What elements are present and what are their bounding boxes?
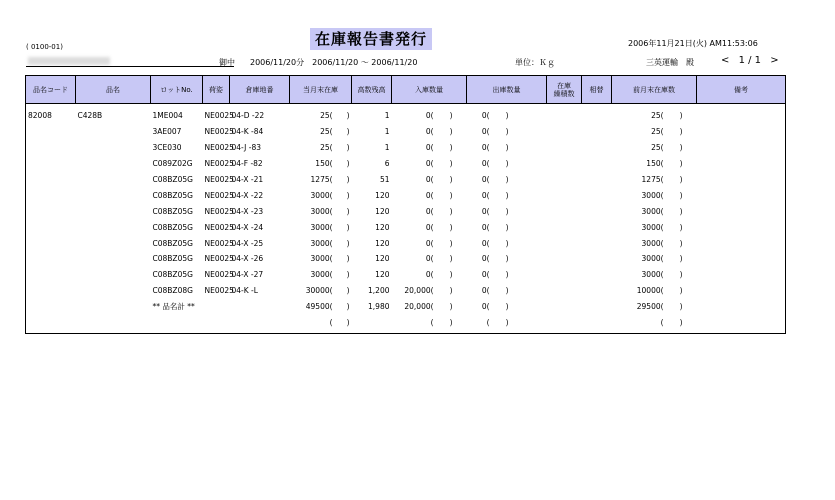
table-row (26, 251, 786, 267)
inventory-table (25, 75, 786, 334)
cell-lot: C08BZ05G (152, 206, 193, 216)
cell-code: 82008 (28, 111, 52, 121)
cell-out-qty: 0( ) (481, 222, 509, 232)
cell-swap (582, 187, 612, 203)
cell-current-stock: 25( ) (320, 111, 350, 121)
qty-value: 0 (425, 127, 431, 137)
table-row (26, 235, 786, 251)
qty-value: 1275 (641, 175, 661, 184)
qty-value: 10000 (636, 286, 661, 296)
cell-current-stock: 150( ) (315, 159, 350, 169)
qty-value: 25 (320, 143, 330, 153)
qty-value: 0 (481, 206, 487, 216)
cell-lot: 3AE007 (152, 127, 182, 137)
cell-code (26, 299, 76, 315)
cell-name (76, 251, 151, 267)
qty-value: 3000 (641, 206, 661, 216)
cell-notes (697, 124, 786, 140)
qty-value: 0 (481, 111, 487, 121)
cell-lot: C08BZ05G (152, 238, 193, 248)
cell-location: 04-D -22 (231, 111, 265, 121)
qty-value: 0 (425, 111, 431, 121)
cell-code (26, 187, 76, 203)
qty-value: 30000 (305, 286, 330, 296)
cell-notes (697, 235, 786, 251)
table-row (26, 172, 786, 188)
cell-carry (547, 124, 582, 140)
cell-swap (582, 283, 612, 299)
qty-value: 0 (425, 159, 431, 169)
cell-lot: C08BZ05G (152, 222, 193, 232)
table-row (26, 187, 786, 203)
cell-name (76, 299, 151, 315)
page-next-button[interactable]: > (770, 55, 779, 66)
cell-current-stock: 3000( ) (310, 222, 350, 232)
qty-value: 0 (481, 254, 487, 264)
cell-carry (547, 267, 582, 283)
cell-name (76, 219, 151, 235)
cell-name (76, 156, 151, 172)
cell-count: 1 (384, 127, 390, 137)
cell-count: 1 (384, 143, 390, 153)
cell-out-qty: 0( ) (481, 238, 509, 248)
cell-swap (582, 219, 612, 235)
cell-package: NE0025 (204, 190, 234, 200)
cell-count: 1,200 (368, 286, 390, 296)
column-header: 荷姿 (203, 76, 230, 104)
cell-in-qty: 0( ) (425, 175, 453, 184)
cell-swap (582, 267, 612, 283)
qty-value: 3000 (310, 270, 330, 280)
cell-notes (697, 251, 786, 267)
column-header: 品名 (76, 76, 151, 104)
cell-out-qty: 0( ) (481, 159, 509, 169)
cell-name: C428B (77, 111, 103, 121)
table-row (26, 283, 786, 299)
cell-location: 04-X -26 (231, 254, 264, 264)
qty-value: 20,000 (404, 286, 431, 296)
column-header: 備考 (697, 76, 786, 104)
cell-carry (547, 235, 582, 251)
cell-notes (697, 299, 786, 315)
cell-lot: C08BZ05G (152, 175, 193, 184)
cell-code (26, 251, 76, 267)
report-period: 2006/11/20分 2006/11/20 ～ 2006/11/20 (250, 58, 418, 67)
cell-name (76, 187, 151, 203)
cell-notes (697, 172, 786, 188)
cell-carry (547, 251, 582, 267)
qty-value: 3000 (310, 206, 330, 216)
qty-value: 0 (425, 238, 431, 248)
qty-value: 0 (481, 286, 487, 296)
cell-code (26, 203, 76, 219)
qty-value: 0 (481, 270, 487, 280)
qty-value: 0 (425, 143, 431, 153)
cell-prev-stock: 3000( ) (641, 254, 683, 264)
qty-value: 150 (315, 159, 330, 169)
cell-in-qty: 0( ) (425, 143, 453, 153)
cell-out-qty: 0( ) (481, 190, 509, 200)
qty-value: 3000 (641, 270, 661, 280)
qty-value: 0 (481, 175, 487, 184)
cell-code (26, 124, 76, 140)
cell-swap (582, 124, 612, 140)
client-underline (26, 66, 234, 67)
qty-value: 0 (481, 127, 487, 137)
table-row (26, 124, 786, 140)
cell-swap (582, 172, 612, 188)
cell-package: NE0025 (204, 270, 234, 280)
cell-lot: C08BZ05G (152, 270, 193, 280)
table-row (26, 156, 786, 172)
cell-package: NE0025 (204, 238, 234, 248)
cell-in-qty: 0( ) (425, 254, 453, 264)
cell-swap (582, 235, 612, 251)
cell-in-qty: 20,000( ) (404, 302, 453, 312)
cell-carry (547, 187, 582, 203)
cell-prev-stock: 3000( ) (641, 190, 683, 200)
cell-prev-stock: 25( ) (651, 111, 683, 121)
cell-notes (697, 140, 786, 156)
column-header: 品名コード (26, 76, 76, 104)
cell-prev-stock: 3000( ) (641, 206, 683, 216)
report-title: 在庫報告書発行 (310, 28, 432, 50)
cell-count: 120 (375, 190, 390, 200)
cell-count: 6 (384, 159, 390, 169)
cell-in-qty: 0( ) (425, 270, 453, 280)
cell-prev-stock: 150( ) (646, 159, 683, 169)
qty-value: 0 (481, 238, 487, 248)
cell-lot: C08BZ08G (152, 286, 193, 296)
cell-current-stock: 49500( ) (305, 302, 350, 312)
cell-carry (547, 283, 582, 299)
cell-code (26, 156, 76, 172)
cell-swap (582, 140, 612, 156)
cell-in-qty: 0( ) (425, 238, 453, 248)
cell-name (76, 203, 151, 219)
cell-carry (547, 299, 582, 315)
cell-out-qty: 0( ) (481, 254, 509, 264)
column-header (547, 76, 582, 104)
page-indicator: 1 / 1 (738, 55, 762, 66)
column-header: 高数残高 (352, 76, 392, 104)
cell-code (26, 235, 76, 251)
cell-location: 04-X -22 (231, 190, 264, 200)
report-code: ( 0100-01) (26, 43, 63, 51)
cell-count: 120 (375, 270, 390, 280)
cell-package: NE0025 (204, 286, 234, 296)
client-name-redacted (28, 57, 110, 65)
cell-name (76, 172, 151, 188)
cell-notes (697, 104, 786, 124)
cell-prev-stock: 25( ) (651, 143, 683, 153)
qty-value: 3000 (310, 238, 330, 248)
cell-out-qty: 0( ) (481, 175, 509, 184)
cell-prev-stock: 3000( ) (641, 222, 683, 232)
qty-value: 0 (425, 270, 431, 280)
cell-location: 04-K -84 (231, 127, 264, 137)
cell-out-qty: 0( ) (481, 143, 509, 153)
cell-package: NE0025 (204, 206, 234, 216)
cell-current-stock: 3000( ) (310, 206, 350, 216)
cell-code (26, 219, 76, 235)
cell-prev-stock: 3000( ) (641, 270, 683, 280)
cell-carry (547, 156, 582, 172)
cell-count: 51 (379, 175, 390, 184)
qty-value: 25 (651, 127, 661, 137)
qty-value: 3000 (310, 190, 330, 200)
qty-value: 3000 (310, 222, 330, 232)
qty-value: 3000 (641, 238, 661, 248)
cell-out-qty: 0( ) (481, 127, 509, 137)
cell-location: 04-X -21 (231, 175, 264, 184)
cell-current-stock: 25( ) (320, 143, 350, 153)
column-header: 当月末在庫 (290, 76, 352, 104)
qty-value: 1275 (310, 175, 330, 184)
cell-notes (697, 219, 786, 235)
cell-carry (547, 219, 582, 235)
qty-value: 0 (425, 175, 431, 184)
cell-out-qty: 0( ) (481, 286, 509, 296)
cell-in-qty: 0( ) (425, 222, 453, 232)
qty-value: 49500 (305, 302, 330, 312)
table-row (26, 104, 786, 124)
cell-out-qty: 0( ) (481, 206, 509, 216)
column-header: 出庫数量 (467, 76, 547, 104)
cell-count: 120 (375, 238, 390, 248)
cell-notes (697, 203, 786, 219)
cell-lot: 3CE030 (152, 143, 182, 153)
page-navigation (718, 55, 782, 66)
company-name: 三英運輸 殿 (646, 58, 694, 67)
qty-value: 3000 (641, 190, 661, 200)
table-row (26, 219, 786, 235)
cell-notes (697, 283, 786, 299)
cell-out-qty: 0( ) (481, 111, 509, 121)
cell-count: 120 (375, 254, 390, 264)
qty-value: 3000 (641, 222, 661, 232)
cell-in-qty: 0( ) (425, 159, 453, 169)
cell-name (76, 283, 151, 299)
cell-location: 04-X -27 (231, 270, 264, 280)
cell-in-qty: 0( ) (425, 190, 453, 200)
unit-label: 単位：Ｋｇ (515, 58, 555, 67)
cell-package: NE0025 (204, 222, 234, 232)
cell-location: 04-J -83 (231, 143, 262, 153)
cell-name (76, 124, 151, 140)
cell-code (26, 283, 76, 299)
cell-count: 1 (384, 111, 390, 121)
qty-value: 0 (481, 143, 487, 153)
cell-out-qty: 0( ) (481, 270, 509, 280)
cell-prev-stock: 1275( ) (641, 175, 683, 184)
cell-package: NE0025 (204, 175, 234, 184)
cell-notes (697, 156, 786, 172)
qty-value: 29500 (636, 302, 661, 312)
qty-value: 0 (481, 190, 487, 200)
cell-current-stock: 25( ) (320, 127, 350, 137)
cell-current-stock: 3000( ) (310, 270, 350, 280)
cell-package: NE0025 (204, 111, 234, 121)
column-header: 倉庫地番 (230, 76, 290, 104)
cell-carry (547, 140, 582, 156)
column-header: 相替 (582, 76, 612, 104)
qty-value: 0 (425, 190, 431, 200)
cell-count: 120 (375, 222, 390, 232)
cell-lot: C089Z02G (152, 159, 193, 169)
qty-value: 0 (425, 254, 431, 264)
cell-in-qty: 0( ) (425, 206, 453, 216)
cell-package: NE0025 (204, 254, 234, 264)
cell-location: 04-F -82 (231, 159, 263, 169)
cell-count: 1,980 (368, 302, 390, 312)
cell-prev-stock: 29500( ) (636, 302, 683, 312)
cell-package: NE0025 (204, 143, 234, 153)
qty-value: 25 (651, 143, 661, 153)
cell-location: 04-X -24 (231, 222, 264, 232)
table-header-row (26, 76, 786, 104)
cell-code (26, 140, 76, 156)
cell-notes (697, 267, 786, 283)
cell-carry (547, 104, 582, 124)
cell-count: 120 (375, 206, 390, 216)
qty-value: 150 (646, 159, 661, 169)
cell-swap (582, 299, 612, 315)
qty-value: 0 (425, 222, 431, 232)
cell-location: 04-X -25 (231, 238, 264, 248)
cell-carry (547, 172, 582, 188)
cell-location: 04-X -23 (231, 206, 264, 216)
qty-value: 0 (481, 222, 487, 232)
cell-lot: C08BZ05G (152, 190, 193, 200)
table-row (26, 267, 786, 283)
cell-package: NE0025 (204, 159, 234, 169)
cell-lot: C08BZ05G (152, 254, 193, 264)
cell-notes (697, 187, 786, 203)
cell-name (76, 140, 151, 156)
qty-value: 20,000 (404, 302, 431, 312)
qty-value: 0 (481, 159, 487, 169)
cell-package: NE0025 (204, 127, 234, 137)
cell-current-stock: 3000( ) (310, 254, 350, 264)
qty-value: 25 (320, 111, 330, 121)
column-header: 前月末在庫数 (612, 76, 697, 104)
cell-location: 04-K -L (231, 286, 258, 296)
qty-value: 0 (425, 206, 431, 216)
cell-current-stock: 3000( ) (310, 238, 350, 248)
cell-carry (547, 203, 582, 219)
table-row (26, 203, 786, 219)
blank-total-row: ( ) ( ) ( ) ( ) (329, 318, 683, 328)
column-header: 入庫数量 (392, 76, 467, 104)
cell-swap (582, 104, 612, 124)
page-prev-button[interactable]: < (721, 55, 730, 66)
qty-value: 3000 (641, 254, 661, 264)
column-header-line: 在庫 繰積数 (553, 81, 575, 98)
subtotal-row (26, 299, 786, 315)
cell-current-stock: 3000( ) (310, 190, 350, 200)
cell-subtotal-label: ** 品名計 ** (152, 302, 195, 312)
cell-prev-stock: 25( ) (651, 127, 683, 137)
cell-in-qty: 0( ) (425, 127, 453, 137)
cell-code (26, 172, 76, 188)
qty-value: 0 (481, 302, 487, 312)
cell-out-qty: 0( ) (481, 302, 509, 312)
cell-swap (582, 156, 612, 172)
cell-in-qty: 20,000( ) (404, 286, 453, 296)
cell-current-stock: 1275( ) (310, 175, 350, 184)
cell-swap (582, 203, 612, 219)
cell-code (26, 267, 76, 283)
cell-swap (582, 251, 612, 267)
qty-value: 25 (651, 111, 661, 121)
cell-prev-stock: 10000( ) (636, 286, 683, 296)
cell-in-qty: 0( ) (425, 111, 453, 121)
qty-value: 3000 (310, 254, 330, 264)
cell-prev-stock: 3000( ) (641, 238, 683, 248)
qty-value: 25 (320, 127, 330, 137)
column-header: ロットNo. (151, 76, 203, 104)
cell-lot: 1ME004 (152, 111, 183, 121)
cell-name (76, 267, 151, 283)
issue-datetime: 2006年11月21日(火) AM11:53:06 (628, 39, 758, 48)
cell-current-stock: 30000( ) (305, 286, 350, 296)
table-row (26, 140, 786, 156)
client-honorific: 御中 (219, 58, 235, 67)
cell-name (76, 235, 151, 251)
